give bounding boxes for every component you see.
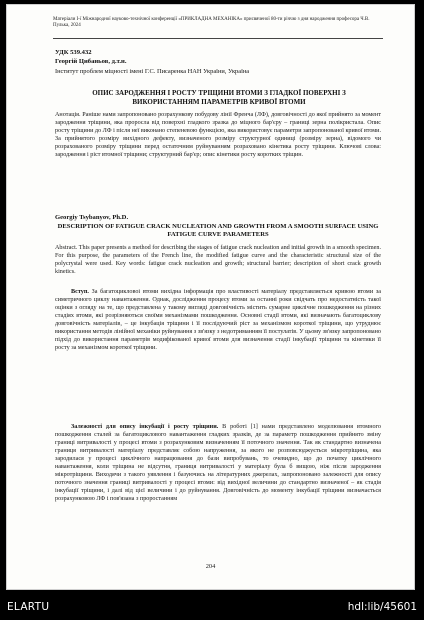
header-divider [53,38,383,39]
author-name-en: Georgiy Tsybanyov, Ph.D. [55,214,129,221]
section-introduction [55,288,381,352]
author-name: Георгій Цибаньов, д.т.н. [55,58,127,65]
section-dependencies [55,423,381,503]
sec2-heading: Залежності для опису інкубації і росту тріщини. [71,424,219,430]
keywords-en: Key words: fatigue crack nucleation and growth; structural barrier; description of short crack growth kinetics. [55,261,382,276]
paper-title-ua: ОПИС ЗАРОДЖЕННЯ І РОСТУ ТРІЩИНИ ВТОМИ З ГЛАДКОЇ ПОВЕРХНІ З ВИКОРИСТАННЯМ ПАРАМЕТРІВ КРИВОЇ ВТОМИ [92,89,346,106]
sec2-text: В роботі [1] нами представлено моделювання втомного пошкодження сталей за багатоциклового навантаження гладких зразків, де за параметр пошкодження прийнято зміну границі витривалості у процесі втоми з розрахунковим визначенням її поточного значення. Так як стандартно визначена границя витривалості матеріалу представляє собою напруження, за якого не розповсюджується мікротріщина, яка зародилася у процесі циклічного напрацювання до бази випробувань, то очевидно, що до початку циклічного навантаження, коли тріщина не відсутня, границя витривалості у матеріалу була б вищою, ніж після зародження мікротріщини. Виходячи з такого уявлення і базуючись на літературних джерелах, запропоновано залежності для опису поточного значення границі витривалості у процесі втоми: від вихідної величини до стандартно визначеної – як стадія інкубації тріщини, і далі від цієї величини і до руйнування. Довговічність до моменту інкубації тріщини визначається розрахунковою ЛФ і пов'язана з проростанням [55,424,381,503]
intro-heading: Вступ. [71,289,89,295]
handle-link[interactable]: hdl:lib/45601 [347,601,417,613]
keywords-ua: Ключові слова: зародження і ріст втомної тріщини; структурний бар'єр; опис кінетики росту коротких тріщин. [55,144,381,159]
paper-title-en: DESCRIPTION OF FATIGUE CRACK NUCLEATION AND GROWTH FROM A SMOOTH SURFACE USING FATIGUE CURVE PARAMETERS [57,223,379,239]
author-affiliation: Інститут проблем міцності імені Г.С. Писаренка НАН України, Україна [55,68,250,75]
repository-label: ELARTU [7,601,50,613]
abstract-ua: Анотація. Раніше нами запропоновано розрахункову побудову лінії Френча (ЛФ), довговічності до якої прийнято за момент зародження тріщини, яка проросла від поверхні гладкого зразка до міцного бар'єру – границі зерна полікристала. Опис росту тріщини до ЛФ і після неї виконано степеневою функцією, яка використовує параметри запропонованої кривої втоми. За прийнятого розміру вихідного дефекту, визначеного розміру структурної одиниці (розміру зерна), відомого чи розрахованого розміру тріщини перед остаточним руйнуванням розраховано кінетика росту тріщини. [55,112,381,151]
page-number: 204 [205,563,216,570]
running-header: Матеріали I-ї Міжнародної науково-технічної конференції «ПРИКЛАДНА МЕХАНІКА» присвяченої 80-ти річчю з дня народження професора Ч.В. Пулька, 2024 [53,17,370,29]
abstract-ua-block [55,111,381,159]
abstract-en-block [55,244,381,276]
document-page [6,4,415,590]
intro-text: За багатоцикловоі втоми вихідна інформація про властивості матеріалу представляється кривою втоми за симетричного циклу навантаження. Однак, дослідження процесу втоми за останні роки свідчать про недостатність такої оцінки з огляду на те, що представлена у такому вигляді довговічність містить сумарне циклічне пошкодження на різних стадіях втоми, які розрізняються своїми механізмами пошкодження. Основні стадії втоми, які визначають багатоциклову довговічність матеріалів, – це інкубація тріщини і її послідуючий ріст за механізмом короткої тріщини, що утруднює використання методів лінійної механіки руйнування з зв'язку з недотриманням її постулатів. У цьому зв'язку запропоновано підхід до використання параметрів модифікованої кривої втоми для визначення стадії інкубації тріщини та кінетики її росту за механізмом короткої тріщини. [55,289,381,352]
viewer-footer [0,596,424,620]
abstract-en: Abstract. This paper presents a method for describing the stages of fatigue crack nucleation and initial growth in a smooth specimen. For this purpose, the parameters of the French line, the modified fatigue curve and the characteristic structural size of the polycrystal were used. [55,245,381,268]
udc-code: УДК 539.432 [55,49,92,56]
